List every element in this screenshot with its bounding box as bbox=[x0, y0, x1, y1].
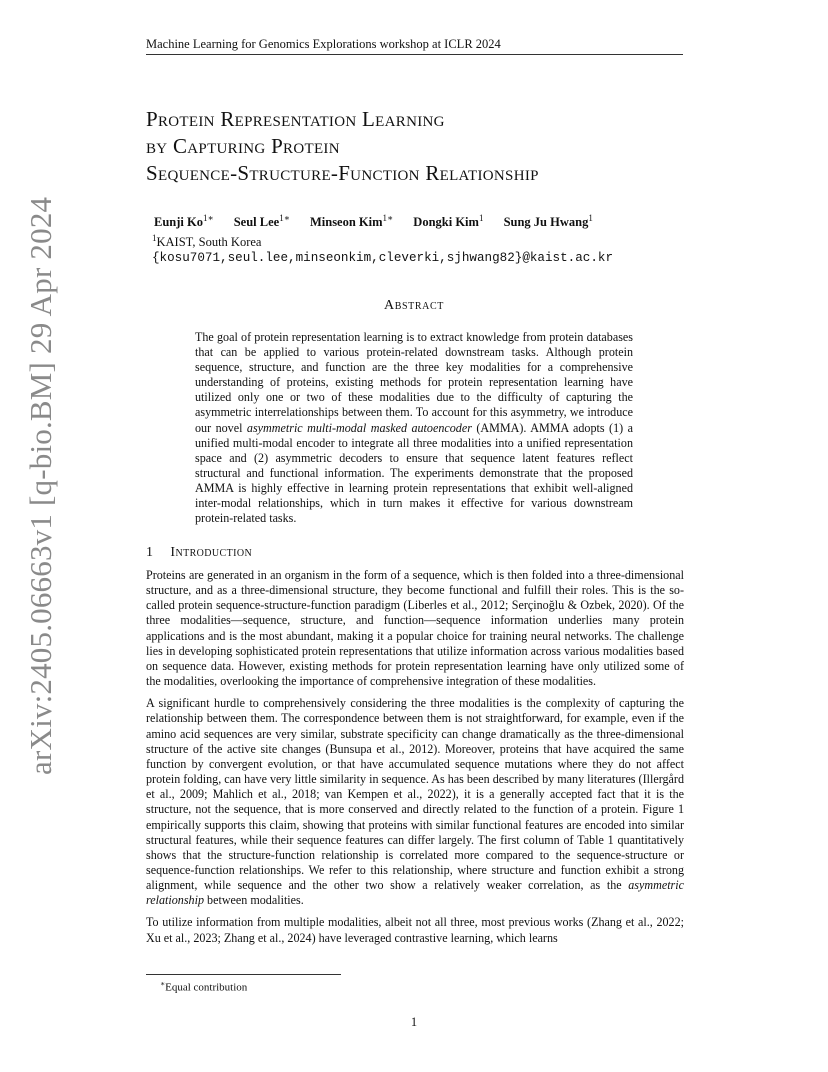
title-line-3: Sequence-Structure-Function Relationship bbox=[146, 161, 539, 185]
arxiv-identifier: arXiv:2405.06663v1 [q-bio.BM] 29 Apr 2024 bbox=[23, 196, 58, 775]
footnote: ∗Equal contribution bbox=[160, 979, 248, 994]
author: Minseon Kim$^{1∗}$ bbox=[309, 213, 394, 230]
author: Sung Ju Hwang$^1$ bbox=[503, 213, 593, 230]
section-heading bbox=[146, 545, 252, 561]
introduction-body bbox=[146, 568, 684, 953]
page-number: 1 bbox=[410, 1015, 418, 1029]
title-line-2: by Capturing Protein bbox=[146, 134, 340, 158]
paragraph: A significant hurdle to comprehensively considering the three modalities is the complexity of capturing the relationship between them. The correspondence between them is not straightforward, for example, even if the amino acid sequences are very similar, substrate specificity can change dramatically as the three-dimensional structure of the active site changes (Bunsupa et al., 2012). Moreover, proteins that have acquired the same function by convergent evolution, or that have accumulated sequence mutations where they do not affect protein folding, can have very little similarity in sequence. As has been described by many literatures (Illergård et al., 2009; Mahlich et al., 2018; van Kempen et al., 2022), it is a generally accepted fact that it is the structure, not the sequence, that is more conserved and directly related to the function of a protein. Figure 1 empirically supports this claim, showing that proteins with similar functional features are encoded into similar structural features, while their sequence features can differ largely. The first column of Table 1 quantitatively shows that the structure-function relationship is correlated more compared to the sequence-structure or sequence-function relationships. We refer to this relationship, where structure and function exhibit a strong alignment, while sequence and the other two show a relatively weaker correlation, as the asymmetric relationship between modalities. bbox=[146, 696, 684, 908]
running-header: Machine Learning for Genomics Explorations workshop at ICLR 2024 bbox=[146, 36, 683, 55]
paper-title bbox=[146, 106, 706, 187]
abstract-text: The goal of protein representation learning is to extract knowledge from protein databases that can be applied to various protein-related downstream tasks. Although protein sequence, structure, and function are the three key modalities for a comprehensive understanding of proteins, existing methods for protein representation learning have utilized only one or two of these modalities due to the difficulty of capturing the asymmetric interrelationships between them. To account for this asymmetry, we introduce our novel asymmetric multi-modal masked autoencoder (AMMA). AMMA adopts (1) a unified multi-modal encoder to integrate all three modalities into a unified representation space and (2) asymmetric decoders to ensure that sequence latent features reflect structural and functional information. The experiments demonstrate that the proposed AMMA is highly effective in learning protein representations that exhibit well-aligned inter-modal relationships, which in turn makes it effective for various downstream protein-related tasks. bbox=[195, 330, 633, 526]
author-list bbox=[154, 210, 694, 230]
affiliation: $^1$KAIST, South Korea bbox=[152, 233, 262, 250]
title-line-1: Protein Representation Learning bbox=[146, 107, 445, 131]
author: Seul Lee$^{1∗}$ bbox=[233, 213, 290, 230]
author-emails: {kosu7071,seul.lee,minseonkim,cleverki,sjhwang82}@kaist.ac.kr bbox=[152, 251, 614, 266]
abstract-heading: Abstract bbox=[384, 298, 444, 313]
footnote-divider bbox=[146, 974, 341, 975]
paragraph: Proteins are generated in an organism in the form of a sequence, which is then folded into a three-dimensional structure, and as a three-dimensional structure, they become functional and fulfill their roles. This is the so-called protein sequence-structure-function paradigm (Liberles et al., 2012; Serçinoğlu & Ozbek, 2020). Of the three modalities—sequence, structure, and function—sequence information underlies many protein applications and is the most abundant, making it a popular choice for training neural networks. The challenge lies in developing sophisticated protein representations that utilize information across various modalities based on sequence data. However, existing methods for protein representation learning have only utilized some of the modalities, overlooking the importance of comprehensive integration of these modalities. bbox=[146, 568, 684, 689]
paragraph: To utilize information from multiple modalities, albeit not all three, most previous works (Zhang et al., 2022; Xu et al., 2023; Zhang et al., 2024) have leveraged contrastive learning, which learns bbox=[146, 915, 684, 945]
author: Eunji $Ko^{1∗}$ bbox=[154, 213, 214, 230]
section-number: 1 bbox=[146, 545, 154, 560]
section-title: Introduction bbox=[170, 545, 253, 560]
author-block bbox=[154, 210, 694, 266]
author: Dongki Kim$^1$ bbox=[413, 213, 484, 230]
